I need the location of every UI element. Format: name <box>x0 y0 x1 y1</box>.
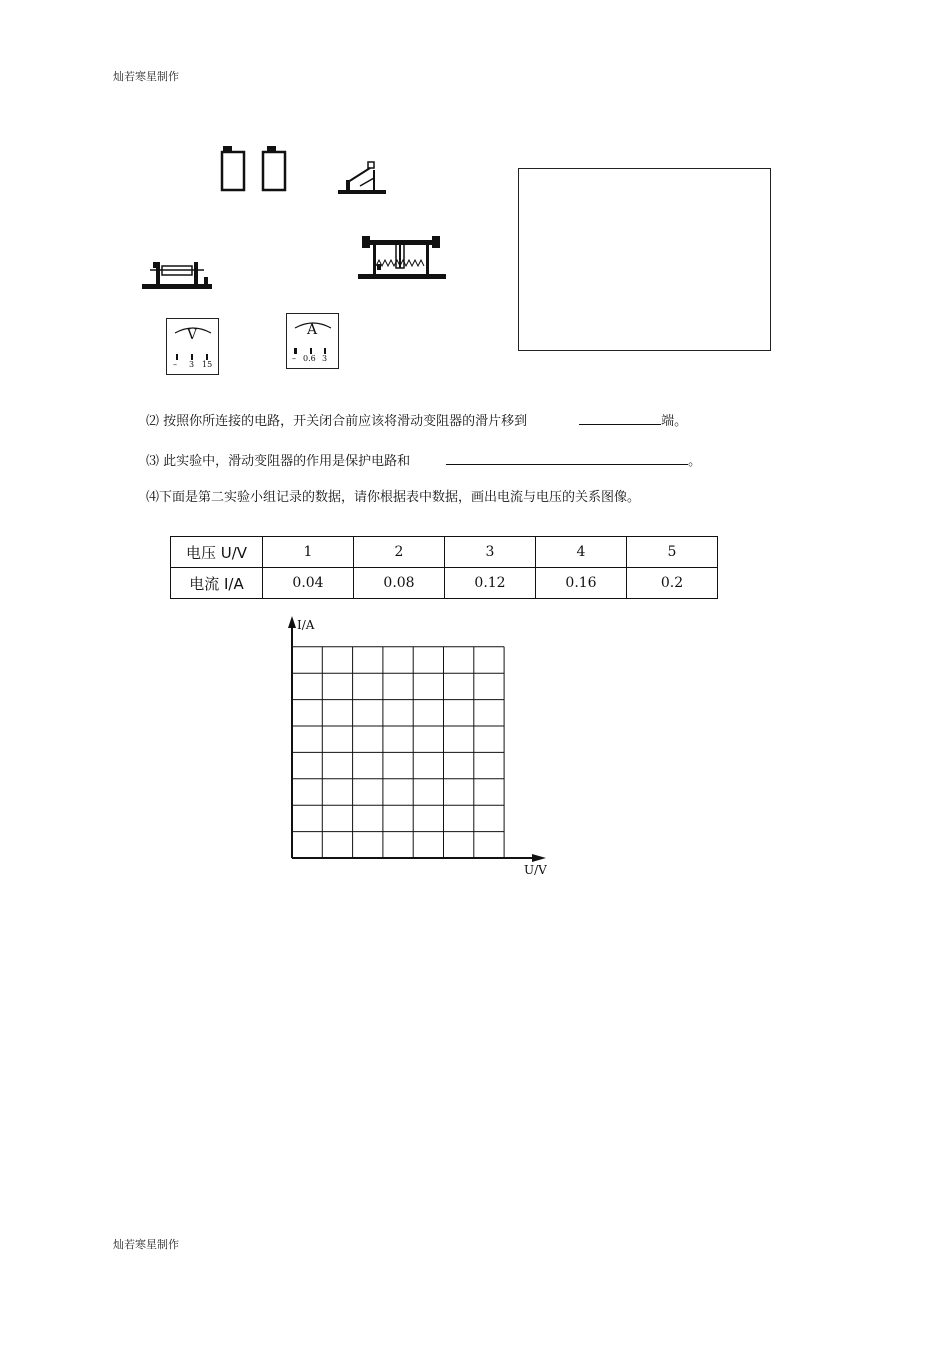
table-cell: 4 <box>536 537 627 568</box>
ammeter <box>286 313 339 369</box>
table-cell: 0.04 <box>263 568 354 599</box>
x-axis-arrow-icon <box>532 854 546 862</box>
ammeter-terminal-neg: – <box>292 354 296 363</box>
graph-grid[interactable] <box>282 614 552 866</box>
table-header-current: 电流 I/A <box>171 568 263 599</box>
table-cell: 2 <box>354 537 445 568</box>
table-cell: 3 <box>445 537 536 568</box>
voltmeter-terminal-3: 3 <box>189 360 195 369</box>
question-2-suffix: 端。 <box>661 414 688 429</box>
question-2 <box>146 410 687 429</box>
table-cell: 0.08 <box>354 568 445 599</box>
resistor-icon <box>140 254 214 292</box>
batteries-icon <box>218 144 290 194</box>
table-header-voltage: 电压 U/V <box>171 537 263 568</box>
voltmeter <box>166 318 219 375</box>
rheostat-icon <box>356 230 448 282</box>
x-axis-label: U/V <box>524 863 547 877</box>
question-3-blank[interactable] <box>446 452 688 465</box>
y-axis-label: I/A <box>297 618 315 632</box>
table-cell: 0.12 <box>445 568 536 599</box>
question-3-text: ⑶ 此实验中，滑动变阻器的作用是保护电路和 <box>146 454 411 469</box>
page-header: 灿若寒星制作 <box>113 70 179 83</box>
question-2-text: ⑵ 按照你所连接的电路，开关闭合前应该将滑动变阻器的滑片移到 <box>146 414 528 429</box>
ammeter-terminal-0.6: 0.6 <box>303 354 316 363</box>
ammeter-letter: A <box>306 322 318 338</box>
question-3 <box>146 450 701 469</box>
data-table <box>170 536 718 599</box>
switch-icon <box>336 158 388 196</box>
table-row-current <box>171 568 718 599</box>
question-2-blank[interactable] <box>579 412 661 425</box>
table-cell: 0.16 <box>536 568 627 599</box>
voltmeter-terminal-15: 15 <box>202 360 213 369</box>
page-footer: 灿若寒星制作 <box>113 1238 179 1251</box>
table-row-voltage <box>171 537 718 568</box>
y-axis-arrow-icon <box>288 616 296 628</box>
circuit-diagram-box[interactable] <box>518 168 771 351</box>
table-cell: 1 <box>263 537 354 568</box>
question-4: ⑷下面是第二实验小组记录的数据，请你根据表中数据，画出电流与电压的关系图像。 <box>146 490 641 505</box>
voltmeter-letter: V <box>186 327 198 343</box>
voltmeter-terminal-neg: – <box>173 360 177 369</box>
table-cell: 5 <box>627 537 718 568</box>
table-cell: 0.2 <box>627 568 718 599</box>
ammeter-terminal-3: 3 <box>322 354 328 363</box>
question-3-suffix: 。 <box>688 454 702 469</box>
